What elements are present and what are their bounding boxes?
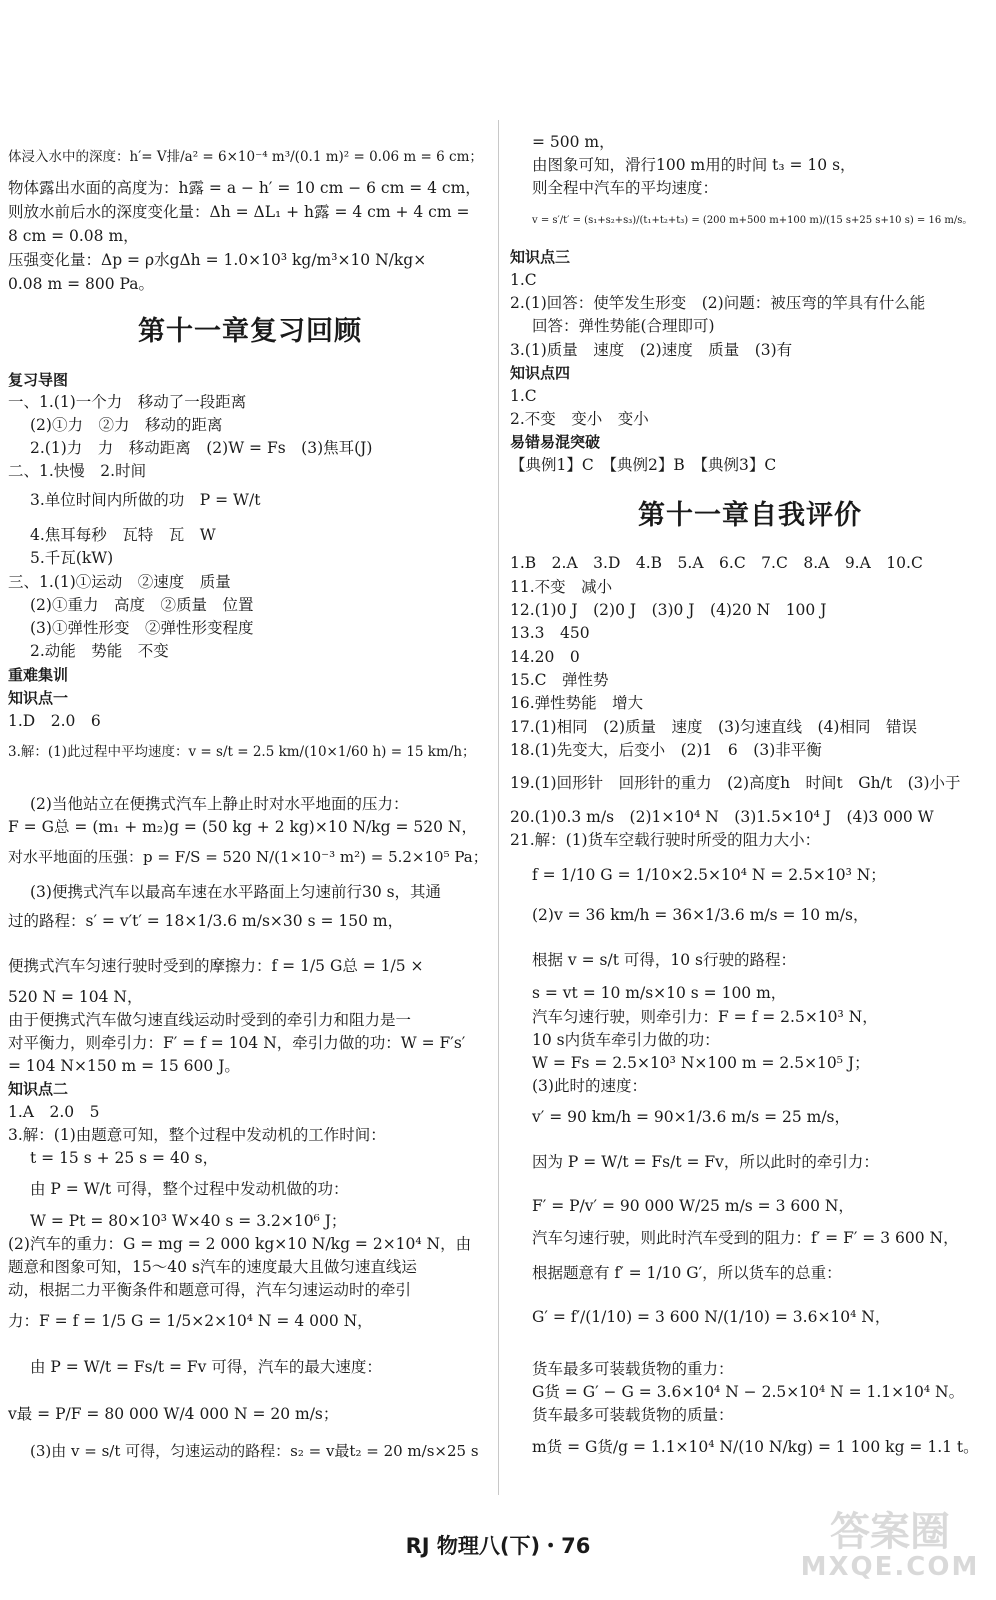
page-footer: RJ 物理八(下)・76 (405, 1534, 591, 1558)
section-heading: 知识点三 (510, 248, 571, 266)
text-line: 8 cm = 0.08 m， (8, 227, 139, 245)
text-line: 因为 P = W/t = Fs/t = Fv，所以此时的牵引力： (532, 1153, 879, 1171)
text-line: 13.3 450 (510, 624, 590, 642)
text-line: F = G总 = (m₁ + m₂)g = (50 kg + 2 kg)×10 N/kg = 520 N， (8, 818, 477, 836)
text-line: 5.千瓦(kW) (30, 549, 114, 567)
text-line: 1.C (510, 271, 537, 289)
text-line: W = Pt = 80×10³ W×40 s = 3.2×10⁶ J； (30, 1212, 347, 1230)
text-line: G货 = G′ − G = 3.6×10⁴ N − 2.5×10⁴ N = 1.1×10⁴ N。 (532, 1383, 965, 1401)
text-line: 【典例1】C 【典例2】B 【典例3】C (510, 456, 777, 474)
text-line: v = s′/t′ = (s₁+s₂+s₃)/(t₁+t₂+t₃) = (200 m+500 m+100 m)/(15 s+25 s+10 s) = 16 m/s。 (532, 215, 973, 226)
section-heading: 知识点二 (8, 1080, 69, 1098)
text-line: 2.动能 势能 不变 (30, 642, 169, 660)
text-line: 1.C (510, 387, 537, 405)
text-line: 520 N = 104 N， (8, 988, 143, 1006)
text-line: (3)①弹性形变 ②弹性形变程度 (30, 619, 254, 637)
text-line: 体浸入水中的深度：h′= V排/a² = 6×10⁻⁴ m³/(0.1 m)² = 0.06 m = 6 cm； (8, 149, 483, 165)
text-line: 18.(1)先变大，后变小 (2)1 6 (3)非平衡 (510, 741, 822, 759)
section-heading: 重难集训 (8, 666, 69, 684)
text-line: 19.(1)回形针 回形针的重力 (2)高度h 时间t Gh/t (3)小于 (510, 774, 961, 792)
text-line: 3.(1)质量 速度 (2)速度 质量 (3)有 (510, 341, 793, 359)
text-line: 三、1.(1)①运动 ②速度 质量 (8, 573, 231, 591)
text-line: v最 = P/F = 80 000 W/4 000 N = 20 m/s； (8, 1405, 339, 1423)
text-line: F′ = P/v′ = 90 000 W/25 m/s = 3 600 N， (532, 1197, 854, 1215)
text-line: W = Fs = 2.5×10³ N×100 m = 2.5×10⁵ J； (532, 1054, 870, 1072)
text-line: 由图象可知，滑行100 m用的时间 t₃ = 10 s， (532, 156, 856, 174)
text-line: 物体露出水面的高度为：h露 = a − h′ = 10 cm − 6 cm = 4 cm， (8, 179, 481, 197)
text-line: 动，根据二力平衡条件和题意可得，汽车匀速运动时的牵引 (8, 1281, 412, 1299)
text-line: 根据题意有 f′ = 1/10 G′，所以货车的总重： (532, 1264, 842, 1282)
text-line: (2)①力 ②力 移动的距离 (30, 416, 223, 434)
text-line: 则放水前后水的深度变化量：Δh = ΔL₁ + h露 = 4 cm + 4 cm = (8, 203, 470, 221)
text-line: 对平衡力，则牵引力：F′ = f = 104 N，牵引力做的功：W = F′s′ (8, 1034, 466, 1052)
text-line: 汽车匀速行驶，则此时汽车受到的阻力：f′ = F′ = 3 600 N， (532, 1229, 959, 1247)
text-line: 由 P = W/t = Fs/t = Fv 可得，汽车的最大速度： (30, 1358, 382, 1376)
text-line: (3)便携式汽车以最高车速在水平路面上匀速前行30 s，其通 (30, 883, 442, 901)
text-line: 15.C 弹性势 (510, 671, 609, 689)
watermark-text: 答案圈 (830, 1509, 950, 1555)
text-line: 1.D 2.0 6 (8, 712, 101, 730)
text-line: 由 P = W/t 可得，整个过程中发动机做的功： (30, 1180, 349, 1198)
column-divider (498, 120, 499, 1495)
text-line: (2)①重力 高度 ②质量 位置 (30, 596, 254, 614)
text-line: 3.解：(1)此过程中平均速度：v = s/t = 2.5 km/(10×1/60 h) = 15 km/h； (8, 744, 476, 760)
text-line: 16.弹性势能 增大 (510, 694, 644, 712)
text-line: 力：F = f = 1/5 G = 1/5×2×10⁴ N = 4 000 N， (8, 1312, 373, 1330)
text-line: G′ = f′/(1/10) = 3 600 N/(1/10) = 3.6×10⁴ N， (532, 1308, 891, 1326)
text-line: 一、1.(1)一个力 移动了一段距离 (8, 393, 247, 411)
text-line: 2.(1)回答：使竿发生形变 (2)问题：被压弯的竿具有什么能 (510, 294, 926, 312)
text-line: 10 s内货车牵引力做的功： (532, 1031, 720, 1049)
text-line: 压强变化量：Δp = ρ水gΔh = 1.0×10³ kg/m³×10 N/kg× (8, 251, 427, 269)
text-line: 14.20 0 (510, 648, 580, 666)
text-line: 17.(1)相同 (2)质量 速度 (3)匀速直线 (4)相同 错误 (510, 718, 917, 736)
text-line: 1.A 2.0 5 (8, 1103, 100, 1121)
text-line: 12.(1)0 J (2)0 J (3)0 J (4)20 N 100 J (510, 601, 827, 619)
text-line: 根据 v = s/t 可得，10 s行驶的路程： (532, 951, 796, 969)
text-line: 题意和图象可知，15～40 s汽车的速度最大且做匀速直线运 (8, 1258, 417, 1276)
text-line: f = 1/10 G = 1/10×2.5×10⁴ N = 2.5×10³ N； (532, 866, 886, 884)
watermark-url: MXQE.COM (800, 1552, 980, 1582)
watermark-logo (800, 1500, 980, 1586)
text-line: 对水平地面的压强：p = F/S = 520 N/(1×10⁻³ m²) = 5.2×10⁵ Pa； (8, 848, 488, 866)
text-line: 11.不变 减小 (510, 578, 613, 596)
text-line: 由于便携式汽车做匀速直线运动时受到的牵引力和阻力是一 (8, 1011, 412, 1029)
text-line: 21.解：(1)货车空载行驶时所受的阻力大小： (510, 831, 821, 849)
text-line: s = vt = 10 m/s×10 s = 100 m， (532, 984, 787, 1002)
text-line: 1.B 2.A 3.D 4.B 5.A 6.C 7.C 8.A 9.A 10.C (510, 554, 923, 572)
text-line: 2.不变 变小 变小 (510, 410, 649, 428)
text-line: 则全程中汽车的平均速度： (532, 179, 719, 197)
text-line: 3.单位时间内所做的功 P = W/t (30, 491, 261, 509)
text-line: = 500 m， (532, 133, 615, 151)
text-line: 2.(1)力 力 移动距离 (2)W = Fs (3)焦耳(J) (30, 439, 373, 457)
text-line: v′ = 90 km/h = 90×1/3.6 m/s = 25 m/s， (532, 1108, 851, 1126)
section-heading: 复习导图 (8, 371, 69, 389)
text-line: 便携式汽车匀速行驶时受到的摩擦力：f = 1/5 G总 = 1/5 × (8, 957, 424, 975)
text-line: 货车最多可装载货物的重力： (532, 1360, 734, 1378)
text-line: 0.08 m = 800 Pa。 (8, 275, 154, 293)
text-line: 4.焦耳每秒 瓦特 瓦 W (30, 526, 216, 544)
text-line: t = 15 s + 25 s = 40 s， (30, 1149, 219, 1167)
text-line: 3.解：(1)由题意可知，整个过程中发动机的工作时间： (8, 1126, 386, 1144)
text-line: (2)汽车的重力：G = mg = 2 000 kg×10 N/kg = 2×10⁴ N，由 (8, 1235, 472, 1253)
text-line: (3)由 v = s/t 可得，匀速运动的路程：s₂ = v最t₂ = 20 m/s×25 s (30, 1442, 479, 1460)
text-line: = 104 N×150 m = 15 600 J。 (8, 1057, 240, 1075)
text-line: (2)v = 36 km/h = 36×1/3.6 m/s = 10 m/s， (532, 906, 869, 924)
text-line: 二、1.快慢 2.时间 (8, 462, 147, 480)
section-title-review: 第十一章复习回顾 (138, 316, 362, 347)
section-heading: 知识点一 (8, 689, 69, 707)
text-line: (3)此时的速度： (532, 1077, 647, 1095)
text-line: (2)当他站立在便携式汽车上静止时对水平地面的压力： (30, 795, 409, 813)
section-heading: 易错易混突破 (510, 433, 601, 451)
text-line: 货车最多可装载货物的质量： (532, 1406, 734, 1424)
text-line: 过的路程：s′ = v′t′ = 18×1/3.6 m/s×30 s = 150 m， (8, 912, 404, 930)
text-line: m货 = G货/g = 1.1×10⁴ N/(10 N/kg) = 1 100 kg = 1.1 t。 (532, 1438, 979, 1456)
section-heading: 知识点四 (510, 364, 571, 382)
text-line: 回答：弹性势能(合理即可) (532, 317, 715, 335)
text-line: 汽车匀速行驶，则牵引力：F = f = 2.5×10³ N， (532, 1008, 878, 1026)
text-line: 20.(1)0.3 m/s (2)1×10⁴ N (3)1.5×10⁴ J (4)3 000 W (510, 808, 934, 826)
section-title-self-evaluation: 第十一章自我评价 (638, 500, 862, 531)
